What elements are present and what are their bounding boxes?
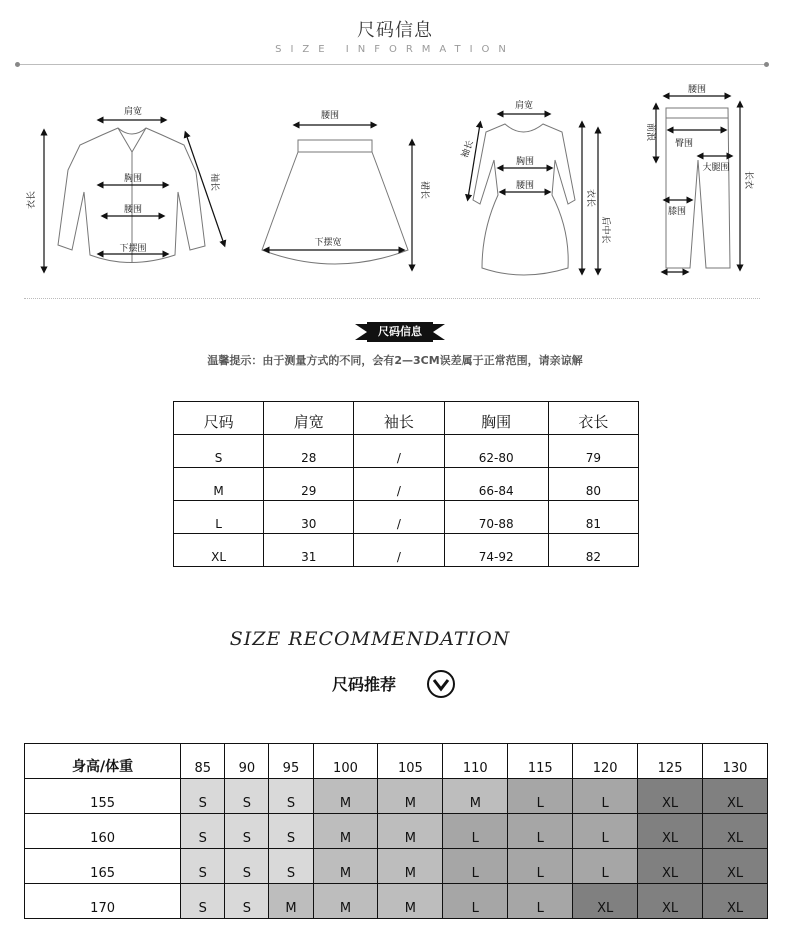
section-divider <box>24 298 760 299</box>
weight-header: 100 <box>313 744 378 779</box>
measurement-diagrams <box>0 70 790 295</box>
size-cell: L <box>508 884 573 919</box>
size-cell: M <box>443 779 508 814</box>
size-cell: 70-88 <box>444 501 548 534</box>
dress-sleeve-label: 袖长 <box>460 139 476 160</box>
size-cell: M <box>313 849 378 884</box>
dress-diagram <box>473 124 575 275</box>
size-col-header: 胸围 <box>444 402 548 435</box>
skirt-length-label: 裙长 <box>419 180 429 200</box>
size-cell: L <box>508 814 573 849</box>
size-cell: L <box>508 779 573 814</box>
size-col-header: 衣长 <box>548 402 638 435</box>
table-row <box>25 849 768 884</box>
size-cell: S <box>269 849 313 884</box>
size-cell: M <box>174 468 264 501</box>
size-col-header: 袖长 <box>354 402 444 435</box>
table-row <box>25 814 768 849</box>
size-cell: S <box>181 779 225 814</box>
weight-header: 120 <box>573 744 638 779</box>
height-label: 165 <box>25 849 181 884</box>
size-cell: 66-84 <box>444 468 548 501</box>
weight-header: 105 <box>378 744 443 779</box>
height-label: 155 <box>25 779 181 814</box>
size-cell: M <box>378 814 443 849</box>
size-cell: S <box>269 814 313 849</box>
pants-front-rise-label: 前浪 <box>645 122 655 142</box>
banner-title: 尺码信息 <box>378 325 422 338</box>
table-row <box>25 779 768 814</box>
height-label: 160 <box>25 814 181 849</box>
skirt-hem-label: 下摆宽 <box>314 238 342 248</box>
recommendation-title-en: SIZE RECOMMENDATION <box>229 628 511 650</box>
size-cell: S <box>225 849 269 884</box>
size-cell: / <box>354 435 444 468</box>
size-cell: 29 <box>264 468 354 501</box>
size-cell: XL <box>638 779 703 814</box>
chevron-down-icon <box>426 669 456 699</box>
recommendation-table <box>24 743 768 919</box>
size-table <box>173 401 639 567</box>
size-cell: XL <box>703 814 768 849</box>
size-cell: XL <box>638 849 703 884</box>
shirt-hem-label: 下摆围 <box>119 244 147 254</box>
size-cell: XL <box>638 884 703 919</box>
size-cell: L <box>573 849 638 884</box>
weight-header: 90 <box>225 744 269 779</box>
size-cell: M <box>378 884 443 919</box>
size-table-header <box>174 402 639 435</box>
pants-length-label: 长衣 <box>743 170 753 190</box>
shirt-shoulder-label: 肩宽 <box>123 107 143 117</box>
size-cell: XL <box>703 779 768 814</box>
table-row <box>174 468 639 501</box>
size-cell: / <box>354 501 444 534</box>
size-cell: 28 <box>264 435 354 468</box>
size-cell: 82 <box>548 534 638 567</box>
table-row <box>174 534 639 567</box>
size-cell: XL <box>703 884 768 919</box>
size-cell: L <box>573 814 638 849</box>
size-cell: L <box>174 501 264 534</box>
size-cell: S <box>181 814 225 849</box>
size-cell: M <box>378 849 443 884</box>
weight-header: 110 <box>443 744 508 779</box>
size-cell: 81 <box>548 501 638 534</box>
weight-header: 95 <box>269 744 313 779</box>
size-cell: L <box>443 814 508 849</box>
weight-header: 125 <box>638 744 703 779</box>
size-cell: S <box>269 779 313 814</box>
dress-chest-label: 胸围 <box>515 157 535 167</box>
size-cell: L <box>443 849 508 884</box>
size-cell: S <box>174 435 264 468</box>
size-cell: S <box>181 849 225 884</box>
size-col-header: 尺码 <box>174 402 264 435</box>
measurement-tip: 温馨提示：由于测量方式的不同，会有2—3CM误差属于正常范围，请亲谅解 <box>207 354 583 367</box>
pants-thigh-label: 大腿围 <box>702 163 730 173</box>
size-cell: S <box>225 779 269 814</box>
size-cell: L <box>508 849 573 884</box>
size-cell: S <box>225 814 269 849</box>
dress-waist-label: 腰围 <box>515 181 535 191</box>
title-divider <box>18 64 766 65</box>
size-cell: M <box>269 884 313 919</box>
size-cell: S <box>225 884 269 919</box>
shirt-length-label: 衣长 <box>27 190 37 210</box>
size-cell: S <box>181 884 225 919</box>
shirt-waist-label: 腰围 <box>123 205 143 215</box>
shirt-diagram <box>58 128 205 263</box>
dress-back-length-label: 后中长 <box>600 216 610 244</box>
pants-hip-label: 臀围 <box>674 139 694 149</box>
table-row <box>174 435 639 468</box>
size-cell: M <box>378 779 443 814</box>
size-cell: 30 <box>264 501 354 534</box>
size-cell: 62-80 <box>444 435 548 468</box>
size-cell: / <box>354 468 444 501</box>
page-title: 尺码信息 <box>357 20 433 41</box>
recommendation-header-row <box>25 744 768 779</box>
recommendation-title-cn: 尺码推荐 <box>332 675 397 694</box>
pants-diagram <box>666 108 730 268</box>
table-row <box>174 501 639 534</box>
size-cell: 74-92 <box>444 534 548 567</box>
size-cell: M <box>313 779 378 814</box>
dress-length-label: 衣长 <box>585 188 595 208</box>
weight-header: 85 <box>181 744 225 779</box>
weight-header: 115 <box>508 744 573 779</box>
pants-waist-label: 腰围 <box>687 85 707 95</box>
size-cell: 31 <box>264 534 354 567</box>
size-cell: XL <box>573 884 638 919</box>
size-cell: XL <box>174 534 264 567</box>
size-cell: 80 <box>548 468 638 501</box>
shirt-chest-label: 胸围 <box>123 174 143 184</box>
size-cell: 79 <box>548 435 638 468</box>
size-cell: M <box>313 884 378 919</box>
weight-header: 130 <box>703 744 768 779</box>
page-subtitle: SIZE INFORMATION <box>275 44 515 55</box>
skirt-waist-label: 腰围 <box>320 111 340 121</box>
dress-shoulder-label: 肩宽 <box>514 101 534 111</box>
size-cell: M <box>313 814 378 849</box>
size-cell: / <box>354 534 444 567</box>
size-cell: XL <box>703 849 768 884</box>
size-cell: XL <box>638 814 703 849</box>
size-cell: L <box>443 884 508 919</box>
table-row <box>25 884 768 919</box>
shirt-sleeve-label: 袖长 <box>209 172 219 192</box>
pants-knee-label: 膝围 <box>667 207 687 217</box>
size-col-header: 肩宽 <box>264 402 354 435</box>
size-cell: L <box>573 779 638 814</box>
height-label: 170 <box>25 884 181 919</box>
corner-header: 身高/体重 <box>25 744 181 779</box>
